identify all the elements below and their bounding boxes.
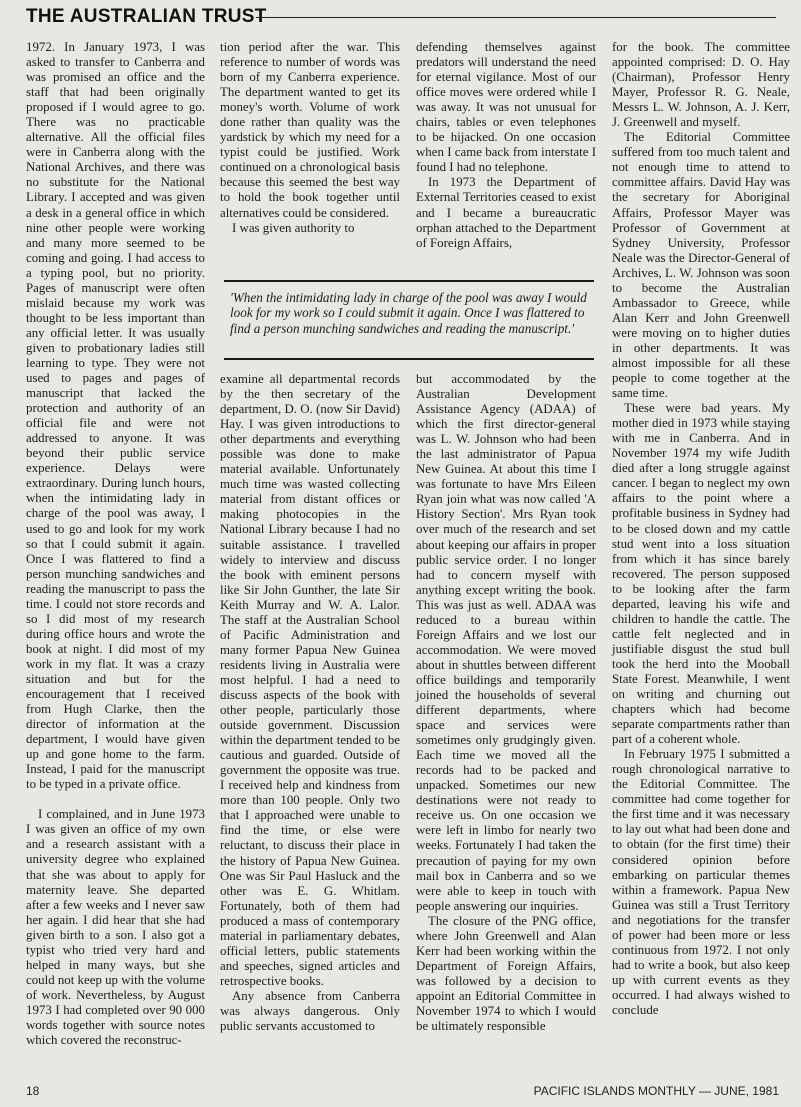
pull-quote bbox=[224, 280, 594, 360]
pull-quote-rule-top bbox=[224, 280, 594, 282]
masthead bbox=[26, 4, 776, 30]
paragraph: In February 1975 I submitted a rough chronological narrative to the Editorial Committee. The committee had come together for the first time and it was necessary to lay out what had been done and to obtain (for the first time) their considered opinion before embarking on particular themes within a framework. Papua New Guinea was still a Trust Territory and negotiations for the transfer of power had been more or less continuous from 1972. I not only had to write a book, but also keep up with current events as they occurred. I had always wished to conclude bbox=[612, 747, 790, 1017]
column-2-top bbox=[220, 40, 400, 236]
column-3-bottom bbox=[416, 372, 596, 1034]
page-number: 18 bbox=[26, 1084, 40, 1098]
column-4 bbox=[612, 40, 790, 1018]
paragraph: Any absence from Canberra was always dangerous. Only public servants accustomed to bbox=[220, 988, 400, 1034]
paragraph: but accommodated by the Australian Development Assistance Agency (ADAA) of which the first director-general was L. W. Johnson who had been the last administrator of Papua New Guinea. At about this time I was fortunate to have Mrs Eileen Ryan join what was now called 'A History Section'. Mrs Ryan took over much of the research and set about keeping our affairs in proper public service order. I no longer had to concern myself with anything except writing the book. This was just as well. ADAA was reduced to a bureau within Foreign Affairs and we lost our accommodation. We were moved about in shuttles between different office buildings and temporarily joined the households of several different departments, where space and services were sometimes only grudgingly given. Each time we moved all the records had to be packed and unpacked. Sometimes our new destinations were not ready to receive us. On one occasion we were left in limbo for nearly two weeks. Fortunately I had taken the precaution of paying for my own mail box in Canberra and so we were able to keep in touch with people answering our inquiries. bbox=[416, 372, 596, 913]
paragraph: defending themselves against predators will understand the need for eternal vigilance. Most of our office moves were ordered while I was away. It was not unusual for chairs, tables or even telephones to be hijacked. On one occasion when I came back from interstate I found I had no telephone. bbox=[416, 40, 596, 175]
pull-quote-rule-bottom bbox=[224, 358, 594, 360]
column-1 bbox=[26, 40, 205, 1048]
paragraph: 1972. In January 1973, I was asked to transfer to Canberra and was promised an office and the staff that had been originally proposed if I would agree to go. There was no practicable alternative. All the official files were in Canberra along with the National Archives, and there was no substitute for the National Library. I accepted and was given a desk in a general office in which nine other people were working and many more seemed to be coming and going. I had access to a typing pool, but no priority. Pages of manuscript were often mislaid because my work was thought to be less important than any official letter. It was usually given to probationary ladies still learning to type. They were not used to pages and pages of manuscript that lacked the protection and authority of an official file and were not addressed to anyone. It was beyond their public service experience. Delays were extraordinary. During lunch hours, when the intimidating lady in charge of the pool was away, I used to go and look for my work so that I could submit it again. Once I was flattered to find a person munching sandwiches and reading the manuscript to pass the time. I could not store records and so I did most of my research during office hours and wrote the book at night. I did most of my work in my flat. It was a crazy situation and but for the encouragement that I received from Hugh Clarke, then the director of information at the department, I would have given up and gone home to the farm. Instead, I paid for the manuscript to be typed in a private office. bbox=[26, 40, 205, 792]
column-3-top bbox=[416, 40, 596, 251]
section-title: THE AUSTRALIAN TRUST bbox=[26, 6, 267, 27]
paragraph: for the book. The committee appointed comprised: D. O. Hay (Chairman), Professor Henry Mayer, Professor R. G. Neale, Messrs L. W. Johnson, A. J. Kerr, J. Greenwell and myself. bbox=[612, 40, 790, 130]
pull-quote-text: 'When the intimidating lady in charge of the pool was away I would look for my work so I could submit it again. Once I was flattered to find a person munching sandwiches and reading the manuscript.' bbox=[230, 290, 587, 336]
paragraph: These were bad years. My mother died in 1973 while staying with me in Canberra. And in November 1974 my wife Judith died after a long struggle against cancer. I began to neglect my own affairs to the point where a profitable business in Sydney had to be closed down and my cattle stud went into a loss situation from which it has since barely recovered. The person supposed to be looking after the farm departed, leaving his wife and children to handle the cattle. The cattle felt neglected and in justifiable disgust the stud bull took the herd into the Mooball State Forest. Meanwhile, I went on writing and churning out chapters which had become separate compartments rather than part of a coherent whole. bbox=[612, 401, 790, 747]
paragraph: I complained, and in June 1973 I was given an office of my own and a research assistant with a university degree who explained that she was about to apply for maternity leave. She departed after a few weeks and I never saw her again. I did hear that she had given birth to a son. I also got a typist who tried very hard and helped in many ways, but she could not keep up with the volume of work. Nevertheless, by August 1973 I had completed over 90 000 words together with source notes which covered the reconstruc- bbox=[26, 807, 206, 1048]
paragraph: The Editorial Committee suffered from too much talent and not enough time to attend to committee affairs. David Hay was the secretary for Aboriginal Affairs, Professor Mayer was Professor of Government at Sydney University, Professor Neale was the Director-General of Archives, L. W. Johnson was soon to become the Australian Ambassador to Greece, while Alan Kerr and John Greenwell were moving on to higher duties in other departments. It was almost impossible for all these people to come together at the same time. bbox=[612, 130, 790, 401]
paragraph: tion period after the war. This reference to number of words was born of my Canberra experience. The department wanted to get its money's worth. Volume of work done rather than quality was the yardstick by which my need for a typist could be justified. Work continued on a chronological basis because this seemed the best way to hold the book together until alternatives could be considered. bbox=[220, 40, 400, 220]
column-2-bottom bbox=[220, 372, 400, 1034]
paragraph: The closure of the PNG office, where John Greenwell and Alan Kerr had been working within the Department of Foreign Affairs, was followed by a decision to appoint an Editorial Committee in November 1974 to which I would be ultimately responsible bbox=[416, 913, 596, 1034]
publication-footer: PACIFIC ISLANDS MONTHLY — JUNE, 1981 bbox=[533, 1084, 779, 1098]
masthead-rule bbox=[256, 17, 776, 18]
paragraph: In 1973 the Department of External Territories ceased to exist and I became a bureaucratic orphan attached to the Department of Foreign Affairs, bbox=[416, 175, 596, 250]
paragraph: I was given authority to bbox=[232, 220, 355, 235]
paragraph: examine all departmental records by the then secretary of the department, D. O. (now Sir David) Hay. I was given introductions to other departments and everything possible was done to make material available. Unfortunately much time was wasted collecting material from distant offices or making photocopies in the National Library because I had no suitable assistance. I travelled widely to interview and discuss the book with eminent persons like Sir John Gunther, the late Sir Keith Murray and W. A. Lalor. The staff at the Australian School of Pacific Administration and many former Papua New Guinea residents living in Australia were most helpful. I had a need to discuss aspects of the book with other people, particularly those outside government. Discussion within the department tended to be cautious and guarded. Outside of government the opposite was true. I received help and kindness from more than 100 people. Only two that I approached were unable to find the time, or else were reluctant, to discuss their place in the history of Papua New Guinea. One was Sir Paul Hasluck and the other was E. G. Whitlam. Fortunately, both of them had produced a mass of contemporary material in parliamentary debates, official letters, public statements and speeches, signed articles and retrospective books. bbox=[220, 372, 400, 988]
